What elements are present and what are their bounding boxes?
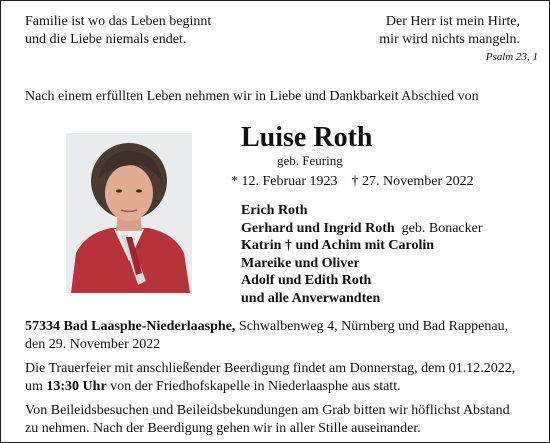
family-line: Mareike und Oliver [241, 255, 360, 271]
family-line: Erich Roth [241, 203, 308, 218]
quote-left-line1: Familie ist wo das Leben beginnt [25, 14, 212, 29]
birth-name: geb. Feuring [277, 153, 343, 168]
funeral-post: von der Friedhofskapelle in Niederlaasphe aus statt. [106, 379, 401, 394]
family-line-birthname: geb. Bonacker [401, 220, 483, 236]
quote-left [25, 13, 211, 49]
birth-date: * 12. Februar 1923 [231, 174, 338, 189]
psalm-reference: Psalm 23, 1 [485, 51, 538, 63]
family-line-bold: Gerhard und Ingrid Roth [241, 220, 395, 236]
death-date: † 27. November 2022 [351, 174, 474, 189]
address-place: 57334 Bad Laasphe-Niederlaasphe, [25, 319, 236, 334]
family-line [241, 220, 483, 238]
note-line1: Von Beileidsbesuchen und Beileidsbekundungen am Grab bitten wir höflichst Abstand [25, 403, 510, 418]
quote-left-line2: und die Liebe niemals endet. [25, 32, 187, 47]
life-dates [231, 173, 474, 191]
address-rest: Schwalbenweg 4, Nürnberg und Bad Rappenau, [235, 319, 509, 334]
portrait-illustration [66, 133, 192, 293]
quote-right-line2: mir wird nichts mangeln. [379, 32, 520, 47]
footer-text [25, 318, 515, 438]
date-line: den 29. November 2022 [25, 337, 161, 352]
quote-right [379, 13, 520, 49]
note-line2: zu nehmen. Nach der Beerdigung gehen wir in aller Stille auseinander. [25, 421, 421, 436]
intro-text: Nach einem erfüllten Leben nehmen wir in Liebe und Dankbarkeit Abschied von [25, 89, 479, 104]
family-line: Katrin † und Achim mit Carolin [241, 238, 435, 253]
deceased-name: Luise Roth [241, 122, 373, 153]
funeral-pre: um [25, 379, 47, 394]
portrait-photo [66, 133, 192, 293]
family-line: und alle Anverwandten [241, 290, 381, 306]
funeral-time: 13:30 Uhr [46, 379, 107, 394]
family-list [241, 202, 483, 307]
funeral-line1: Die Trauerfeier mit anschließender Beerdigung findet am Donnerstag, dem 01.12.2022, [25, 361, 516, 376]
funeral-line2 [25, 378, 515, 396]
quote-right-line1: Der Herr ist mein Hirte, [385, 14, 520, 29]
family-line: Adolf und Edith Roth [241, 273, 372, 288]
address-line [25, 318, 515, 336]
